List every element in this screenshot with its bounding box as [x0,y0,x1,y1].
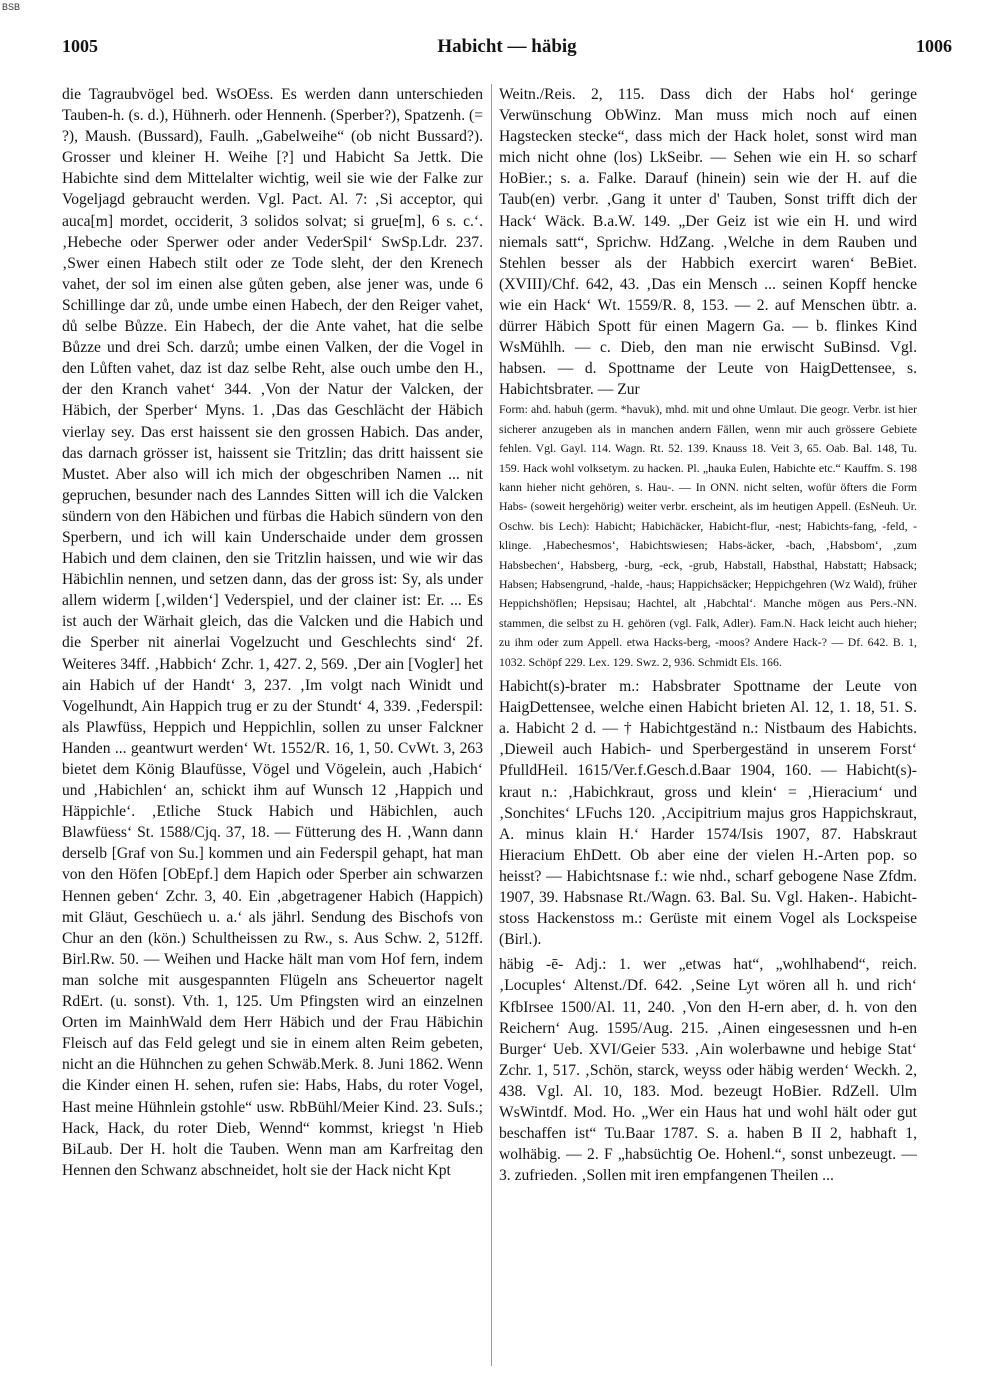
entry-haebig: häbig -ē- Adj.: 1. wer „etwas hat“, „wohlhabend“, reich. ‚Locuples‘ Altenst./Df. 642. ‚Seine Lyt wören all h. und rich‘ KfbIrsee 1500/Al. 11, 240. ‚Von den H-ern aber, d. h. von den Reichern‘ Aug. 1595/Aug. 215. ‚Ainen eingesessnen und h-en Burger‘ Ueb. XVI/Geier 533. ‚Ain wolerbawne und hebige Stat‘ Zchr. 1, 517. ‚Schön, starck, weyss oder häbig werden‘ Weckh. 2, 438. Vgl. Al. 10, 183. Mod. bezeugt HoBier. RdZell. Ulm WsWintdf. Mod. Ho. „Wer ein Haus hat und wohl hält oder gut beschaffen ist“ Tu.Baar 1787. S. a. haben B II 2, habhaft 1, wolhäbig. — 2. F „habsüchtig Oe. Hohenl.“, sonst unbezeugt. — 3. zufrieden. ‚Sollen mit iren empfangenen Theilen ... [499,956,917,1185]
entry-habicht-continued: Weitn./Reis. 2, 115. Dass dich der Habs hol‘ geringe Verwünschung ObWinz. Man muss mich noch auf einen Hagstecken stecke“, dass mich der Hack holet, sonst wird man mich nicht ohne (los) LkSeibr. — Sehen wie ein H. so scharf HoBier.; s. a. Falke. Darauf (hinein) sein wie der H. auf die Taub(en) verbr. ‚Gang it unter d' Tauben, Sonst trifft dich der Hack‘ Wäck. B.a.W. 149. „Der Geiz ist wie ein H. und wird niemals satt“, Sprichw. HdZang. ‚Welche in dem Rauben und Stehlen besser als der Habbich exercirt waren‘ BeBiet. (XVIII)/Chf. 642, 43. ‚Das ein Mensch ... seinen Kopff hencke wie ein Hack‘ Wt. 1559/R. 8, 153. — 2. auf Menschen übtr. a. dürrer Häbich Spott für einen Magern Ga. — b. flinkes Kind WsMühlh. — c. Dieb, den man nie erwischt SuBinsd. Vgl. habsen. — d. Spottname der Leute von HaigDettensee, s. Habichtsbrater. — Zur [499,86,917,399]
running-headword: Habicht — häbig [437,36,577,57]
entry-habichtsbrater: Habicht(s)-brater m.: Habsbrater Spottname der Leute von HaigDettensee, welche einen Habicht brieten Al. 12, 1. 18, 51. S. a. Habicht 2 d. — † Habichtgeständ n.: Nistbaum des Habichts. ‚Dieweil auch Habich- und Sperbergeständ in unserem Forst‘ PfulldHeil. 1615/Ver.f.Gesch.d.Baar 1904, 160. — Habicht(s)-kraut n.: ‚Habichkraut, gross und klein‘ = ‚Hieracium‘ und ‚Sonchites‘ LFuchs 120. ‚Accipitrium majus gros Happichskraut, A. minus klain H.‘ Harder 1574/Isis 1907, 87. Habskraut Hieracium EhDett. Ob aber eine der vielen H.-Arten pop. so heisst? — Habichtsnase f.: wie nhd., scharf gebogene Nase Zfdm. 1907, 39. Habsnase Rt./Wagn. 63. Bal. Su. Vgl. Haken-. Habicht-stoss Hackenstoss m.: Gerüste mit einem Vogel als Lockspeise (Birl.). [499,678,917,949]
etymology-note: Form: ahd. habuh (germ. *havuk), mhd. mit und ohne Umlaut. Die geogr. Verbr. ist hier sicherer anzugeben als in manchen andern Fällen, wenn mir auch grössere Gebiete fehlen. Vgl. Gayl. 114. Wagn. Rt. 52. 139. Knauss 18. Veit 3, 65. Oab. Bal. 148, Tu. 159. Hack wohl volksetym. zu hacken. Pl. „hauka Eulen, Habichte etc.“ Kauffm. S. 198 kann hieher nicht gehören, s. Hau-. — In ONN. nicht selten, wofür öfters die Form Habs- (soweit hergehörig) weiter verbr. erscheint, als im heutigen Appell. (EsNeuh. Ur. Oschw. bis Lech): Habicht; Habichäcker, Habicht-flur, -nest; Habichts-fang, -feld, -klinge. ‚Habechesmos‘, Habichtswiesen; Habs-äcker, -bach, ‚Habsbom‘, ‚zum Habsbechen‘, Habsberg, -burg, -eck, -grub, Habstall, Habsthal, Habstatt; Habsack; Habsen; Habsengrund, -halde, -haus; Happichsäcker; Heppichgehren (Wz Wald), früher Heppichshöflen; Hepsisau; Hachtel, alt ‚Habchtal‘. Manche mögen aus Pers.-NN. stammen, die selbst zu H. gehören (vgl. Falk, Adler). Fam.N. Hack leicht auch hieher; zu ihm oder zum Appell. etwa Hacks-berg, -moos? Andere Hack-? — Df. 642. B. 1, 1032. Schöpf 229. Lex. 129. Swz. 2, 936. Schmidt Els. 166. [499,402,917,669]
page-number-left: 1005 [62,36,98,56]
left-column-text: die Tagraubvögel bed. WsOEss. Es werden dann unterschieden Tauben-h. (s. d.), Hühnerh. oder Hennenh. (Sperber?), Spatzenh. (= ?), Maush. (Bussard), Faulh. „Gabelweihe“ (ob nicht Bussard?). Grosser und kleiner H. Weihe [?] und Habicht Sa Jettk. Die Habichte sind dem Mittelalter wichtig, weil sie wie der Falke zur Vogeljagd gebraucht werden. Vgl. Pact. Al. 7: ‚Si acceptor, qui auca[m] mordet, occiderit, 3 solidos solvat; si grue[m], 6 s. c.‘. ‚Hebeche oder Sperwer oder ander VederSpil‘ SwSp.Ldr. 237. ‚Swer einen Habech stilt oder ze Tode sleht, der den Krenech vahet, der sol im einen alse gůten geben, alse jener was, unde 6 Schillinge dar zů, unde umbe einen Habech, der den Reiger vahet, dů selbe Bůzze. Ein Habech, der die Ante vahet, hat die selbe Bůzze und drei Sch. darzů; umbe einen Valken, der die Vogel in den Lůften vahet, daz ist daz selbe Reht, alse ouch umbe den H., der den Kranch vahet‘ 344. ‚Von der Natur der Valcken, der Häbich, der Sperber‘ Myns. 1. ‚Das das Geschlächt der Häbich vierlay sey. Das erst haissent sie den grossen Habich. Das ander, das darnach grösser ist, haissent sie Tritzlin; das dritt haissent sie Mustet. Aber also will ich mich der obgeschriben Namen ... nit gepruchen, besunder nach des Lanndes Sitten will ich die Valcken sündern von den Häbichen und fürbas die Habich sündern von den Sperbern, und ich will kain Underschaide under dem grossen Habich und dem clainen, den sie Tritzlin haissen, und wie wir das Häbichlin nennen, und setzen dann, das der gross ist: Sy, als under allem widerm [‚wilden‘] Vederspiel, und der clainer ist: Er. ... Es ist auch der Wärhait gleich, das die Valcken und die Habich und die Sperber nit ainerlai Vogelzucht und Geschlechts sind‘ 2f. Weiteres 34ff. ‚Habbich‘ Zchr. 1, 427. 2, 569. ‚Der ain [Vogler] het ain Habich uf der Handt‘ 3, 237. ‚Im volgt nach Winidt und Vogelhundt, Ain Happich trug er zu der Stundt‘ 4, 339. ‚Federspil: als Plawfüss, Heppich und Heppichlin, sollen zu unser Falckner Handen ... geantwurt werden‘ Wt. 1552/R. 16, 1, 50. CvWt. 3, 263 bietet dem König Blaufüsse, Vögel und Vögelein, auch ‚Habich‘ und ‚Habichlen‘ an, schickt ihm auf Wunsch 12 ‚Happich und Häppichle‘. ‚Etliche Stuck Habich und Häbichlen, auch Blawfüess‘ St. 1588/Cjq. 37, 18. — Fütterung des H. ‚Wann dann derselb [Graf von Su.] kommen und ain Federspil gehapt, hat man von den Höfen [ObEpf.] dem Hapich oder Sperber ain schwarzen Hennen geben‘ Zchr. 3, 40. Ein ‚abgetragener Habich (Happich) mit Gläut, Geschüech u. a.‘ als jährl. Sendung des Bischofs von Chur an den (kön.) Schultheissen zu Rw., s. Aus Schw. 2, 512ff. Birl.Rw. 50. — Weihen und Hacke hält man vom Hof fern, indem man solche mit ausgespannten Flügeln ans Scheuertor nagelt RdErt. (u. sonst). Vth. 1, 125. Um Pfingsten wird an einzelnen Orten im MainhWald dem Herr Häbich und der Frau Häbichin Fleisch auf das Feld gelegt und sie in einem alten Reim gebeten, nicht an die Hühnchen zu gehen Schwäb.Merk. 8. Juni 1862. Wenn die Kinder einen H. sehen, rufen sie: Habs, Habs, du roter Vogel, Hast meine Hühnlein gstohle“ usw. RbBühl/Meier Kind. 23. SuIs.; Hack, Hack, du roter Dieb, Wennd“ kommst, kriegst 'n Hieb BiLaub. Der H. holt die Tauben. Wenn man am Karfreitag den Hennen den Schwanz abschneidet, holt sie der Hack nicht Kpt [62,86,483,1179]
library-stamp: BSB [2,2,21,12]
page-number-right: 1006 [916,36,952,56]
left-column [62,84,483,1366]
right-column [499,84,917,1366]
column-divider [491,84,492,1366]
page-header [62,36,952,66]
